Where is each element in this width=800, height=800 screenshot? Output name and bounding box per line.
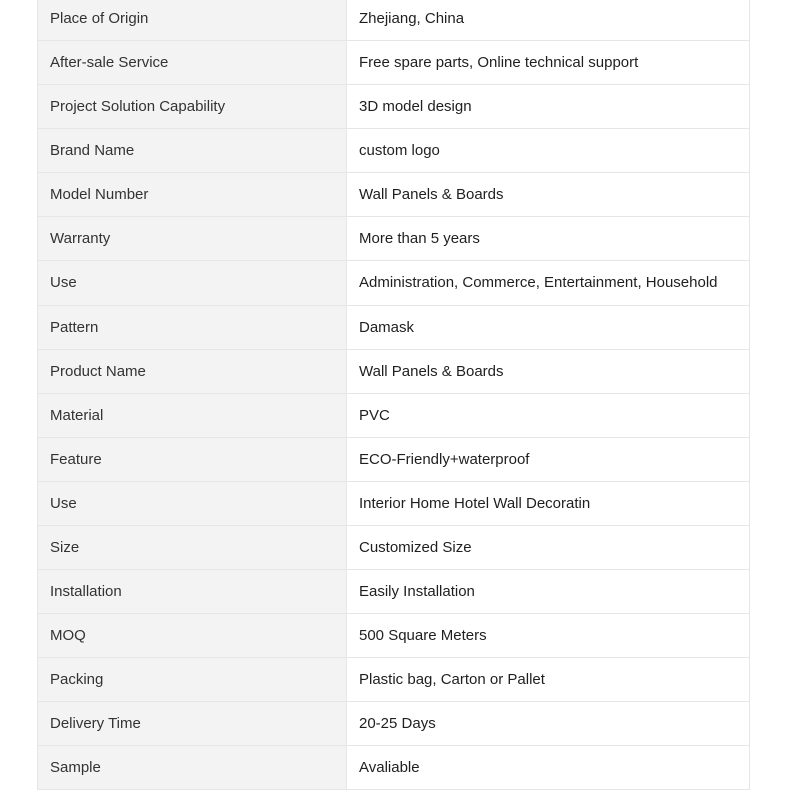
table-row: [38, 173, 750, 217]
table-row: [38, 526, 750, 570]
table-row: [38, 306, 750, 350]
spec-label: Place of Origin: [38, 0, 347, 41]
table-row: [38, 570, 750, 614]
spec-label: Use: [38, 261, 347, 306]
spec-label: After-sale Service: [38, 41, 347, 85]
spec-label: Warranty: [38, 217, 347, 261]
spec-value: 500 Square Meters: [347, 614, 750, 658]
spec-value: Avaliable: [347, 746, 750, 790]
spec-label: Model Number: [38, 173, 347, 217]
table-row: [38, 41, 750, 85]
spec-value: Easily Installation: [347, 570, 750, 614]
table-row: [38, 394, 750, 438]
spec-label: Use: [38, 482, 347, 526]
spec-value: Wall Panels & Boards: [347, 173, 750, 217]
spec-label: Project Solution Capability: [38, 85, 347, 129]
table-row: [38, 0, 750, 41]
table-row: [38, 350, 750, 394]
spec-value: Customized Size: [347, 526, 750, 570]
table-row: [38, 261, 750, 306]
spec-label: Product Name: [38, 350, 347, 394]
spec-label: Sample: [38, 746, 347, 790]
spec-value: Interior Home Hotel Wall Decoratin: [347, 482, 750, 526]
spec-label: Pattern: [38, 306, 347, 350]
spec-label: Delivery Time: [38, 702, 347, 746]
spec-table-body: [38, 0, 750, 790]
spec-value: PVC: [347, 394, 750, 438]
spec-label: Material: [38, 394, 347, 438]
table-row: [38, 217, 750, 261]
spec-value: Administration, Commerce, Entertainment, Household: [347, 261, 750, 306]
spec-value: ECO-Friendly+waterproof: [347, 438, 750, 482]
table-row: [38, 482, 750, 526]
spec-value: More than 5 years: [347, 217, 750, 261]
spec-label: Installation: [38, 570, 347, 614]
table-row: [38, 614, 750, 658]
spec-value: Free spare parts, Online technical support: [347, 41, 750, 85]
table-row: [38, 702, 750, 746]
table-row: [38, 129, 750, 173]
spec-label: Size: [38, 526, 347, 570]
spec-value: Plastic bag, Carton or Pallet: [347, 658, 750, 702]
spec-value: custom logo: [347, 129, 750, 173]
spec-value: Damask: [347, 306, 750, 350]
spec-value: Zhejiang, China: [347, 0, 750, 41]
spec-value: Wall Panels & Boards: [347, 350, 750, 394]
spec-value: 20-25 Days: [347, 702, 750, 746]
product-spec-table: [37, 0, 750, 790]
spec-value: 3D model design: [347, 85, 750, 129]
table-row: [38, 85, 750, 129]
table-row: [38, 438, 750, 482]
table-row: [38, 658, 750, 702]
table-row: [38, 746, 750, 790]
spec-label: Packing: [38, 658, 347, 702]
spec-label: MOQ: [38, 614, 347, 658]
spec-label: Feature: [38, 438, 347, 482]
spec-label: Brand Name: [38, 129, 347, 173]
